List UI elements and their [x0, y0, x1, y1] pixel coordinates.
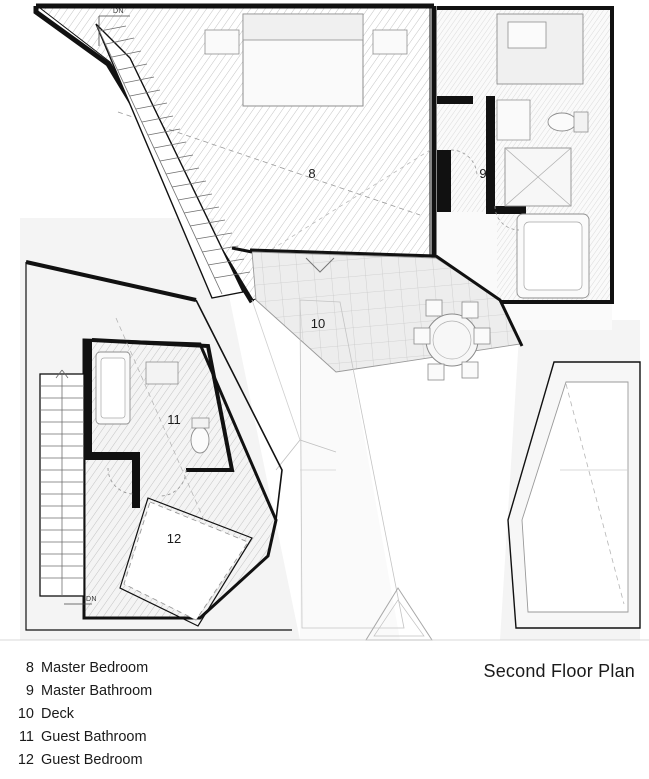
legend-row	[8, 683, 408, 706]
room-number-master-bedroom: 8	[308, 166, 316, 181]
legend	[8, 660, 408, 775]
legend-row	[8, 752, 408, 775]
legend-number: 12	[17, 752, 34, 768]
legend-number: 10	[17, 706, 34, 722]
legend-number: 8	[25, 660, 34, 676]
room-number-master-bathroom: 9	[479, 166, 487, 181]
legend-row	[8, 729, 408, 752]
legend-label: Master Bedroom	[41, 660, 149, 676]
legend-label: Guest Bathroom	[41, 729, 147, 745]
legend-row	[8, 706, 408, 729]
stair-label-dn-lower: DN	[86, 596, 97, 603]
legend-number: 11	[18, 729, 34, 745]
legend-label: Deck	[41, 706, 75, 722]
legend-row	[8, 660, 408, 683]
legend-label: Guest Bedroom	[41, 752, 143, 768]
plan-title: Second Floor Plan	[483, 661, 635, 681]
room-number-deck: 10	[310, 316, 326, 331]
room-number-guest-bedroom: 12	[166, 531, 182, 546]
legend-label: Master Bathroom	[41, 683, 153, 699]
stair-label-dn-upper: DN	[113, 8, 124, 15]
legend-number: 9	[25, 683, 34, 699]
room-number-guest-bathroom: 11	[167, 412, 181, 427]
